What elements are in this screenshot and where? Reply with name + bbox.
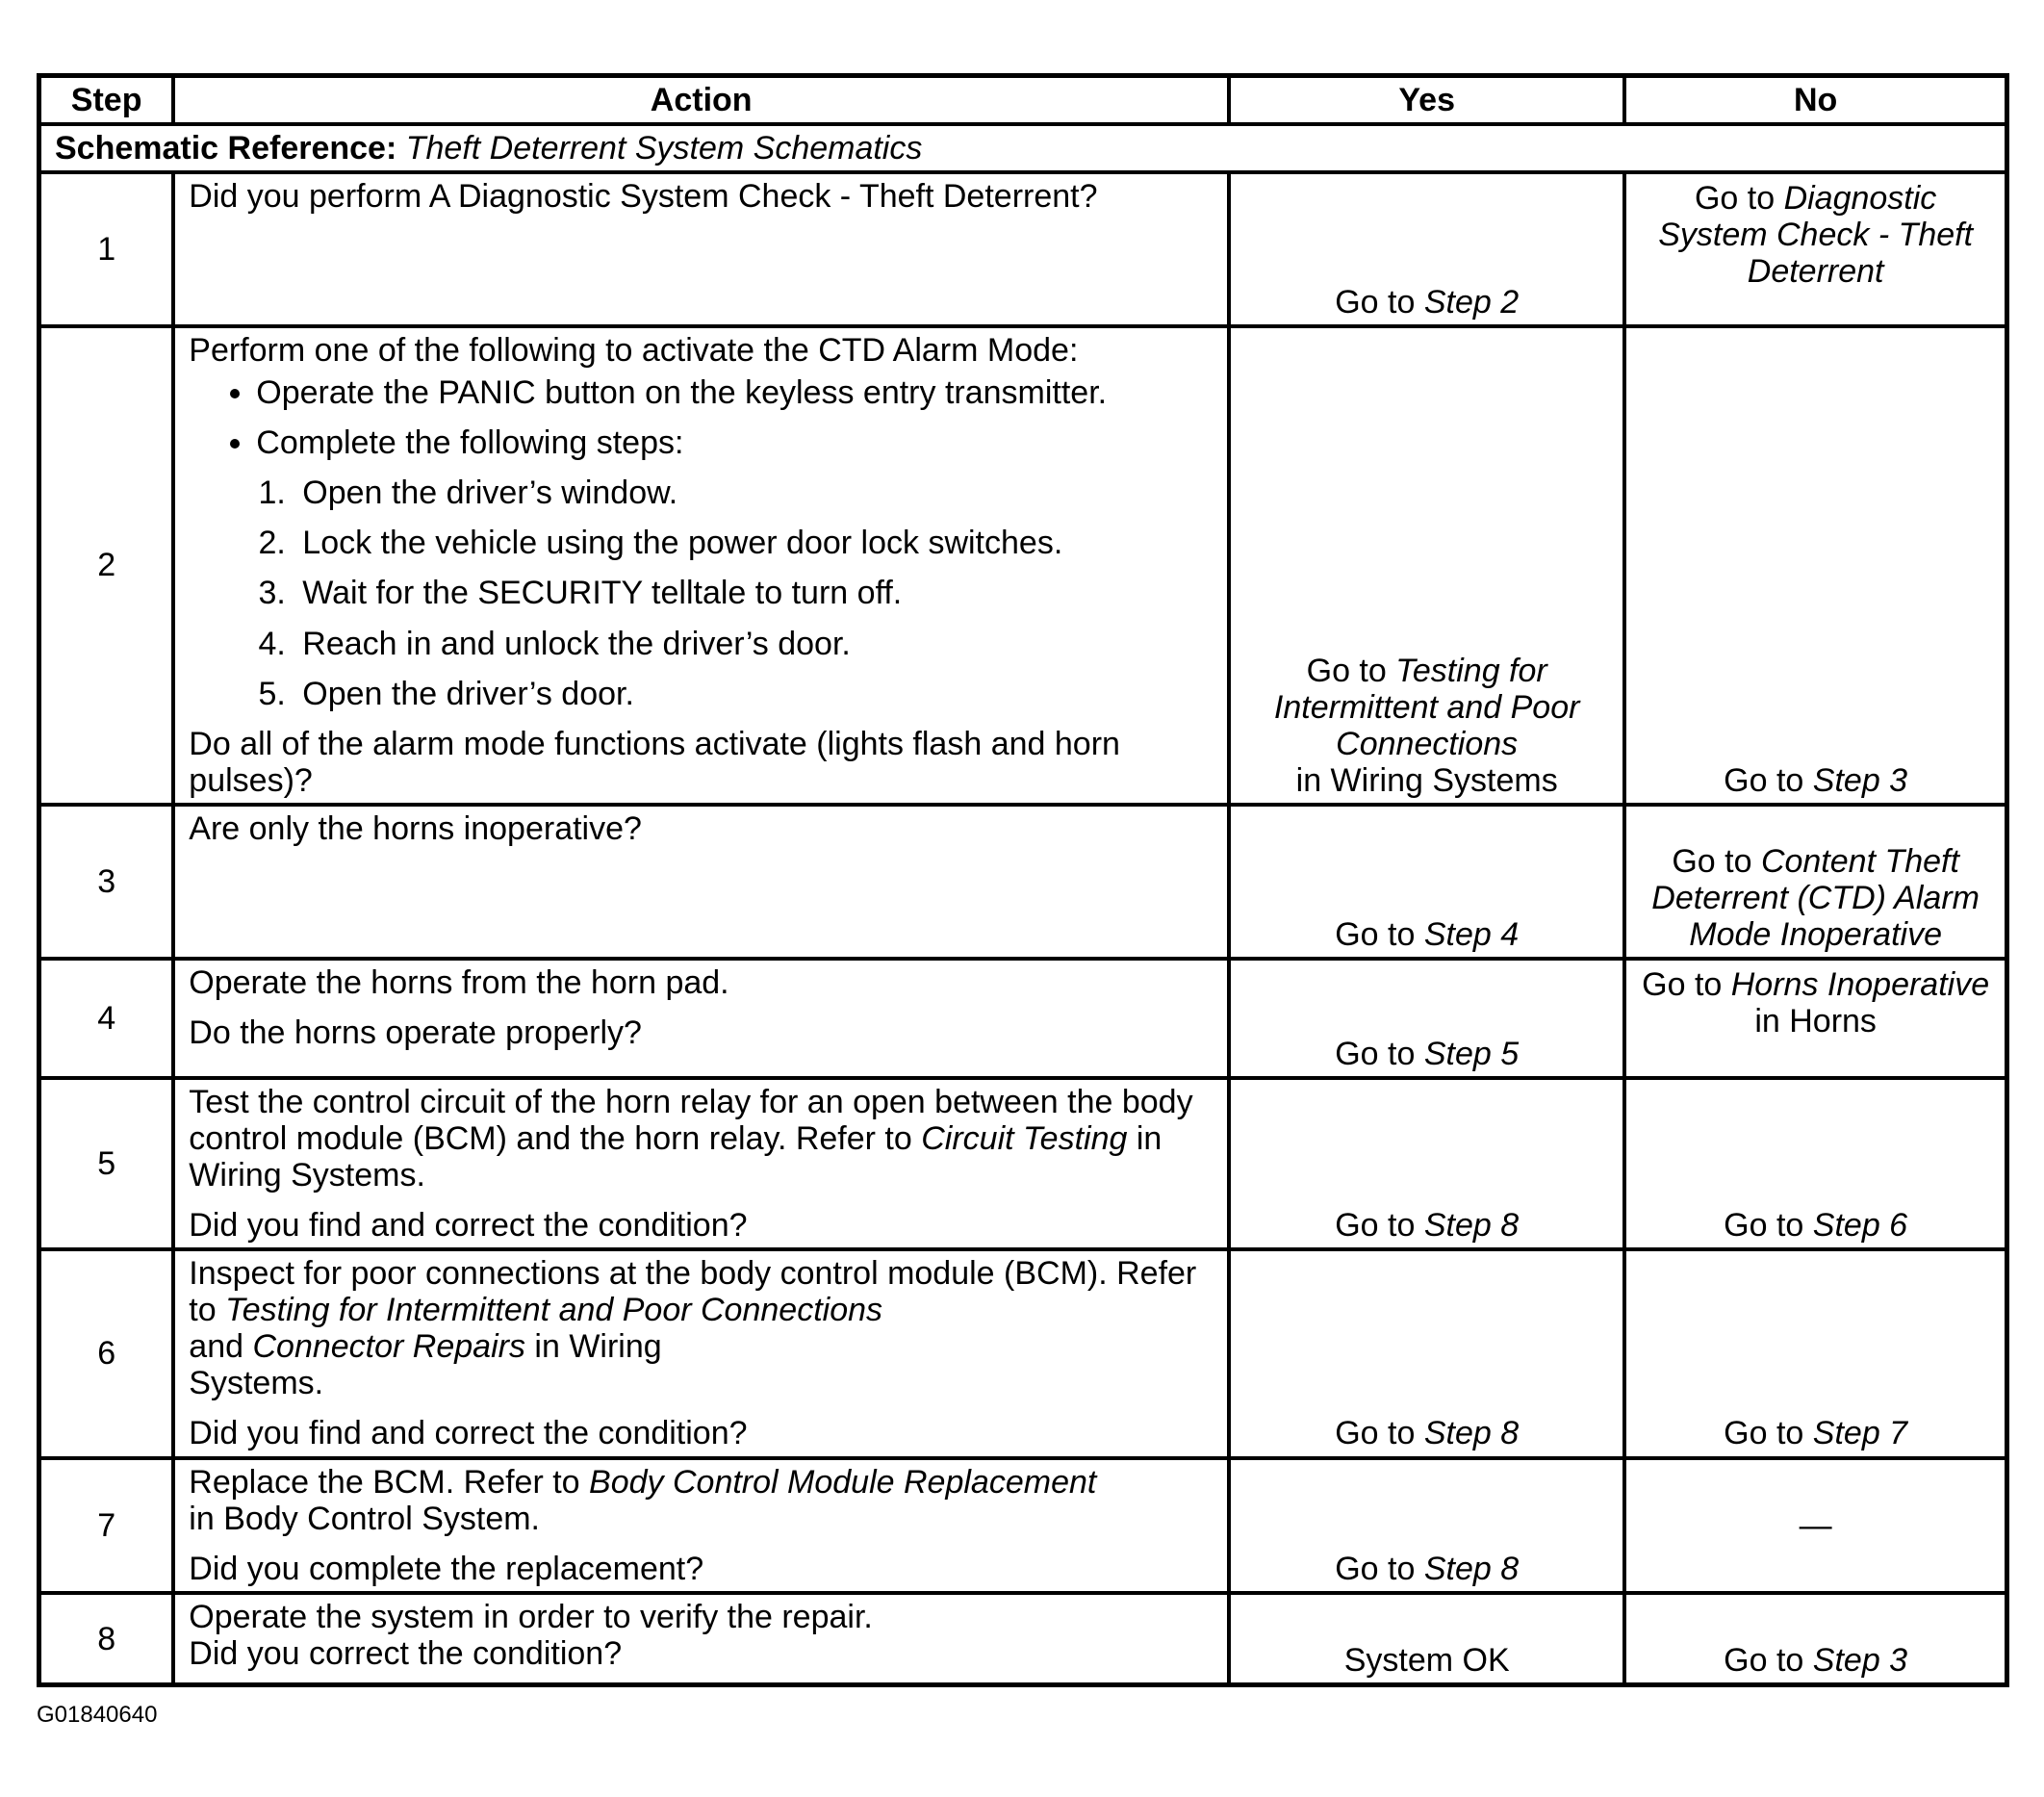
action-cell [173,1458,1229,1593]
list-item: • Operate the PANIC button on the keyless entry transmitter. [256,374,1214,411]
yes-prefix: Go to [1335,284,1424,321]
yes-prefix: Go to [1335,1035,1424,1072]
yes-link[interactable]: Step 8 [1423,1207,1520,1245]
list-item: 1. Open the driver’s window. [294,475,1214,511]
list-item: 2. Lock the vehicle using the power door lock switches. [294,525,1214,561]
action-question: Did you complete the replacement? [189,1550,704,1587]
yes-cell [1229,1078,1624,1249]
no-prefix: Go to [1724,761,1813,799]
list-item [256,424,1214,461]
yes-text: System OK [1343,1642,1510,1680]
no-prefix: Go to [1724,1415,1813,1452]
yes-link[interactable]: Step 8 [1423,1415,1520,1452]
action-text-part: and [189,1328,253,1366]
reference-label: Schematic Reference: [55,130,397,167]
list-item-text: Complete the following steps: [256,424,684,462]
yes-link[interactable]: Step 8 [1423,1550,1520,1587]
yes-cell [1229,1249,1624,1457]
yes-prefix: Go to [1335,1415,1424,1452]
step-number: 8 [39,1593,174,1685]
action-link[interactable]: Body Control Module Replacement [589,1463,1097,1501]
action-substeps [189,475,1214,711]
action-cell [173,1249,1229,1457]
action-question: Did you find and correct the condition? [189,1207,748,1245]
diagnostic-table [37,73,2009,1687]
figure-id: G01840640 [37,1702,158,1728]
no-suffix: in Horns [1754,1002,1877,1040]
no-link[interactable]: Step 7 [1812,1415,1908,1452]
table-row [39,1078,2007,1249]
yes-link[interactable]: Step 2 [1423,284,1520,321]
action-question: Do all of the alarm mode functions activate (lights flash and horn pulses)? [189,725,1120,799]
action-text-part: Test the control circuit of the horn relay for an open between the body control module (BCM) and the horn relay. Refer to [189,1083,1193,1157]
no-link[interactable]: Step 3 [1812,1642,1908,1680]
header-no: No [1624,76,2006,125]
yes-prefix: Go to [1335,1550,1424,1587]
no-link[interactable]: Step 3 [1812,761,1908,799]
action-question: Are only the horns inoperative? [189,809,642,847]
yes-cell [1229,1458,1624,1593]
action-text: Operate the horns from the horn pad. [189,963,729,1001]
header-action: Action [173,76,1229,125]
no-cell [1624,1249,2006,1457]
no-cell [1624,172,2006,326]
action-cell [173,326,1229,805]
schematic-reference-row [39,124,2007,172]
step-number: 5 [39,1078,174,1249]
no-prefix: Go to [1724,1207,1813,1245]
yes-cell [1229,172,1624,326]
action-text: Operate the system in order to verify the repair. [189,1598,873,1635]
yes-prefix: Go to [1306,652,1396,689]
action-text-part: Inspect for poor connections at the body control module (BCM). Refer to [189,1255,1197,1329]
list-item: 4. Reach in and unlock the driver’s door. [294,626,1214,662]
action-text-part: Replace the BCM. Refer to [189,1463,590,1501]
action-link[interactable]: Circuit Testing [921,1119,1128,1157]
action-text: Systems. [189,1365,324,1402]
schematic-reference [39,124,2007,172]
action-link[interactable]: Connector Repairs [252,1328,525,1366]
action-text-part: in Wiring Systems. [189,1119,1163,1194]
action-cell [173,1078,1229,1249]
action-text [189,1255,1214,1328]
no-prefix: Go to [1642,965,1731,1003]
action-question: Did you find and correct the condition? [189,1415,748,1452]
no-prefix: Go to [1724,1642,1813,1680]
yes-cell [1229,805,1624,959]
yes-link[interactable]: Step 4 [1423,915,1520,953]
table-row [39,1593,2007,1685]
action-question: Did you perform A Diagnostic System Check - Theft Deterrent? [189,178,1098,216]
table-row [39,1249,2007,1457]
list-item: 5. Open the driver’s door. [294,676,1214,712]
table-row [39,1458,2007,1593]
table-row [39,805,2007,959]
step-number: 4 [39,959,174,1078]
action-cell [173,1593,1229,1685]
reference-value: Theft Deterrent System Schematics [405,130,923,167]
action-text-part: in Wiring [524,1328,662,1366]
yes-link[interactable]: Step 5 [1423,1035,1520,1072]
action-bullets [189,374,1214,461]
action-question: Did you correct the condition? [189,1634,623,1672]
step-number: 6 [39,1249,174,1457]
yes-link[interactable]: Testing for Intermittent and Poor Connections [1273,652,1580,762]
action-text [189,1084,1214,1194]
no-prefix: Go to [1672,842,1761,880]
step-number: 2 [39,326,174,805]
header-row [39,76,2007,125]
no-cell [1624,1458,2006,1593]
no-cell [1624,326,2006,805]
action-cell [173,959,1229,1078]
step-number: 1 [39,172,174,326]
table-row [39,172,2007,326]
no-cell [1624,1078,2006,1249]
list-item: 3. Wait for the SECURITY telltale to turn off. [294,575,1214,611]
action-text [189,1464,1214,1501]
header-step: Step [39,76,174,125]
action-cell [173,805,1229,959]
yes-cell [1229,959,1624,1078]
table-row [39,326,2007,805]
no-link[interactable]: Horns Inoperative [1730,965,1990,1003]
header-yes: Yes [1229,76,1624,125]
yes-cell [1229,1593,1624,1685]
no-cell [1624,805,2006,959]
table-row [39,959,2007,1078]
action-question: Do the horns operate properly? [189,1014,642,1051]
action-cell [173,172,1229,326]
no-cell [1624,1593,2006,1685]
no-link[interactable]: Diagnostic System Check - Theft Deterrent [1658,180,1974,291]
action-text: in Body Control System. [189,1500,540,1537]
action-text [189,1328,1214,1365]
step-number: 7 [39,1458,174,1593]
no-cell [1624,959,2006,1078]
no-dash: — [1799,1506,1832,1544]
no-link[interactable]: Step 6 [1812,1207,1908,1245]
no-link[interactable]: Content Theft Deterrent (CTD) Alarm Mode Inoperative [1651,842,1980,953]
yes-cell [1229,326,1624,805]
action-intro: Perform one of the following to activate the CTD Alarm Mode: [189,332,1079,370]
yes-prefix: Go to [1335,915,1424,953]
step-number: 3 [39,805,174,959]
no-prefix: Go to [1694,180,1784,218]
yes-prefix: Go to [1335,1207,1424,1245]
action-link[interactable]: Testing for Intermittent and Poor Connections [225,1292,883,1329]
yes-suffix: in Wiring Systems [1295,761,1558,799]
